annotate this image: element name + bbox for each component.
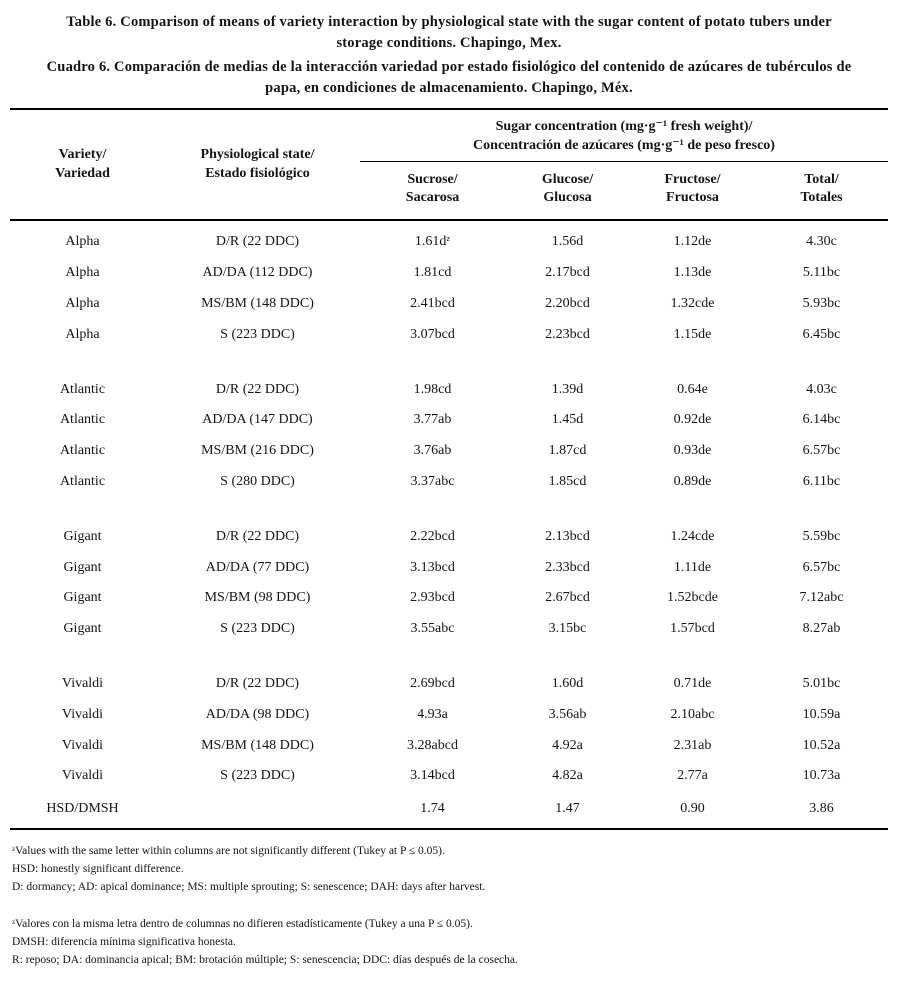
header-variety-line2: Variedad — [55, 165, 110, 181]
group-spacer-cell — [10, 351, 888, 375]
table-row — [10, 522, 888, 553]
header-glucose — [505, 161, 630, 220]
cell-sucrose: 4.93a — [417, 706, 448, 722]
cell-state: S (223 DDC) — [220, 326, 295, 342]
cell-variety: Gigant — [63, 528, 102, 544]
table-row — [10, 405, 888, 436]
header-total-line1: Total/ — [804, 171, 839, 187]
cell-total: 10.59a — [802, 706, 841, 722]
cell-state: D/R (22 DDC) — [215, 675, 300, 691]
cell-variety: Alpha — [65, 295, 100, 311]
header-glucose-line2: Glucosa — [543, 190, 592, 206]
footnote-en-hsd: HSD: honestly significant difference. — [12, 862, 184, 875]
table-row — [10, 467, 888, 498]
cell-variety: Vivaldi — [61, 675, 104, 691]
cell-total: 4.03c — [806, 381, 837, 397]
cell-fructose: 1.15de — [673, 326, 712, 342]
cell-total: 10.73a — [802, 768, 841, 784]
cell-fructose: 1.12de — [673, 234, 712, 250]
cell-fructose: 1.13de — [673, 265, 712, 281]
cell-state: MS/BM (148 DDC) — [201, 295, 314, 311]
cell-state: S (223 DDC) — [220, 768, 295, 784]
cell-variety: Gigant — [63, 590, 102, 606]
footnotes-es — [10, 916, 888, 969]
cell-variety: Atlantic — [59, 443, 106, 459]
cell-glucose: 2.67bcd — [545, 590, 590, 606]
cell-sucrose: 3.13bcd — [410, 559, 455, 575]
cell-state: MS/BM (216 DDC) — [201, 443, 314, 459]
hsd-row — [10, 792, 888, 829]
cell-fructose: 0.92de — [673, 412, 712, 428]
cell-fructose: 1.32cde — [670, 295, 715, 311]
cell-sucrose: 1.81cd — [413, 265, 452, 281]
cell-glucose: 1.56d — [551, 234, 584, 250]
table-row — [10, 583, 888, 614]
cell-glucose: 2.33bcd — [545, 559, 590, 575]
cell-fructose: 1.24cde — [670, 528, 715, 544]
cell-total: 6.14bc — [802, 412, 841, 428]
table-row — [10, 614, 888, 645]
header-variety-line1: Variety/ — [58, 146, 107, 162]
cell-total: 8.27ab — [802, 621, 841, 637]
footnotes-en — [10, 843, 888, 896]
table-row — [10, 553, 888, 584]
cell-glucose: 1.60d — [551, 675, 584, 691]
cell-sucrose: 2.41bcd — [410, 295, 455, 311]
cell-state: D/R (22 DDC) — [215, 234, 300, 250]
cell-sucrose: 3.76ab — [413, 443, 452, 459]
cell-glucose: 2.13bcd — [545, 528, 590, 544]
cell-variety: Gigant — [63, 559, 102, 575]
header-glucose-line1: Glucose/ — [541, 171, 594, 187]
cell-fructose: 2.10abc — [670, 706, 715, 722]
cell-variety: Alpha — [65, 234, 100, 250]
cell-glucose: 1.45d — [551, 412, 584, 428]
table-titles — [10, 12, 888, 100]
header-sugar-group-line1: Sugar concentration (mg·g⁻¹ fresh weight)/ — [495, 118, 753, 134]
cell-variety: Vivaldi — [61, 737, 104, 753]
group-spacer-row — [10, 351, 888, 375]
group-spacer-row — [10, 498, 888, 522]
group-spacer-row — [10, 645, 888, 669]
cell-state: MS/BM (98 DDC) — [204, 590, 311, 606]
header-sucrose — [360, 161, 505, 220]
cell-state: AD/DA (77 DDC) — [205, 559, 310, 575]
table-title-en: Table 6. Comparison of means of variety interaction by physiological state with the sugar content of potato tubers under storage conditions. Chapingo, Mex. — [66, 14, 832, 52]
cell-state: AD/DA (147 DDC) — [202, 412, 313, 428]
group-spacer-cell — [10, 645, 888, 669]
table-row — [10, 436, 888, 467]
cell-glucose: 1.47 — [555, 801, 580, 817]
table-row — [10, 731, 888, 762]
cell-glucose: 4.92a — [552, 737, 583, 753]
cell-sucrose: 1.98cd — [413, 381, 452, 397]
cell-glucose: 1.87cd — [548, 443, 587, 459]
table-body — [10, 220, 888, 829]
footnote-en-abbreviations: D: dormancy; AD: apical dominance; MS: multiple sprouting; S: senescence; DAH: days after harvest. — [12, 880, 486, 893]
cell-state: MS/BM (148 DDC) — [201, 737, 314, 753]
cell-variety: Atlantic — [59, 412, 106, 428]
cell-glucose: 4.82a — [552, 768, 583, 784]
cell-fructose: 0.90 — [680, 801, 705, 817]
table-title-es: Cuadro 6. Comparación de medias de la interacción variedad por estado fisiológico del contenido de azúcares de tubérculos de papa, en condiciones de almacenamiento. Chapingo, Méx. — [46, 58, 852, 97]
cell-variety: Alpha — [65, 326, 100, 342]
cell-variety: Alpha — [65, 265, 100, 281]
header-fructose-line1: Fructose/ — [664, 171, 721, 187]
cell-sucrose: 2.69bcd — [410, 675, 455, 691]
cell-fructose: 2.77a — [677, 768, 708, 784]
table-row — [10, 375, 888, 406]
cell-fructose: 0.93de — [673, 443, 712, 459]
hsd-label: HSD/DMSH — [46, 801, 119, 817]
cell-state: S (223 DDC) — [220, 621, 295, 637]
header-total — [755, 161, 888, 220]
header-row-group — [10, 109, 888, 161]
cell-variety: Vivaldi — [61, 768, 104, 784]
cell-total: 6.11bc — [802, 473, 841, 489]
cell-sucrose: 3.28abcd — [407, 737, 458, 753]
cell-variety: Vivaldi — [61, 706, 104, 722]
cell-fructose: 0.89de — [673, 473, 712, 489]
cell-total: 4.30c — [806, 234, 837, 250]
header-total-line2: Totales — [800, 190, 843, 206]
cell-total: 5.93bc — [802, 295, 841, 311]
table-row — [10, 761, 888, 792]
cell-total: 5.11bc — [802, 265, 841, 281]
header-state — [155, 109, 360, 221]
cell-sucrose: 3.77ab — [413, 412, 452, 428]
cell-state — [155, 792, 360, 829]
cell-state: AD/DA (112 DDC) — [202, 265, 313, 281]
cell-state: S (280 DDC) — [220, 473, 295, 489]
cell-total: 6.57bc — [802, 443, 841, 459]
cell-total: 6.45bc — [802, 326, 841, 342]
cell-glucose: 1.85cd — [548, 473, 587, 489]
table-header — [10, 109, 888, 221]
header-sucrose-line2: Sacarosa — [405, 190, 460, 206]
cell-state: D/R (22 DDC) — [215, 528, 300, 544]
cell-variety: Gigant — [63, 621, 102, 637]
header-sucrose-line1: Sucrose/ — [407, 171, 458, 187]
table-row — [10, 258, 888, 289]
table-row — [10, 669, 888, 700]
cell-glucose: 3.56ab — [548, 706, 587, 722]
cell-fructose: 2.31ab — [673, 737, 712, 753]
cell-sucrose: 3.55abc — [410, 621, 455, 637]
cell-fructose: 1.11de — [673, 559, 712, 575]
cell-total: 7.12abc — [799, 590, 844, 606]
cell-variety: Atlantic — [59, 473, 106, 489]
cell-total: 10.52a — [802, 737, 841, 753]
cell-sucrose: 3.14bcd — [410, 768, 455, 784]
data-table — [10, 108, 888, 830]
cell-fructose: 0.64e — [677, 381, 708, 397]
cell-total: 6.57bc — [802, 559, 841, 575]
cell-total: 5.59bc — [802, 528, 841, 544]
cell-total: 3.86 — [809, 801, 834, 817]
cell-sucrose: 2.22bcd — [410, 528, 455, 544]
table-row — [10, 220, 888, 258]
header-state-line1: Physiological state/ — [200, 146, 315, 162]
cell-glucose: 2.23bcd — [545, 326, 590, 342]
cell-sucrose: 1.61dᶻ — [414, 234, 451, 250]
cell-variety: Atlantic — [59, 381, 106, 397]
header-fructose — [630, 161, 755, 220]
header-sugar-group — [360, 109, 888, 161]
footnote-en-significance: ᶻValues with the same letter within columns are not significantly different (Tukey at P ≤ 0.05). — [12, 844, 445, 857]
cell-sucrose: 1.74 — [420, 801, 445, 817]
table-row — [10, 700, 888, 731]
footnote-es-significance: ᶻValores con la misma letra dentro de columnas no difieren estadísticamente (Tukey a una P ≤ 0.05). — [12, 918, 473, 931]
cell-state: D/R (22 DDC) — [215, 381, 300, 397]
cell-sucrose: 3.07bcd — [410, 326, 455, 342]
cell-sucrose: 3.37abc — [410, 473, 455, 489]
cell-sucrose: 2.93bcd — [410, 590, 455, 606]
header-variety — [10, 109, 155, 221]
cell-fructose: 0.71de — [673, 675, 712, 691]
table-row — [10, 320, 888, 351]
header-fructose-line2: Fructosa — [666, 190, 719, 206]
cell-glucose: 1.39d — [551, 381, 584, 397]
cell-glucose: 2.20bcd — [545, 295, 590, 311]
footnote-es-dmsh: DMSH: diferencia mínima significativa honesta. — [12, 936, 236, 949]
cell-fructose: 1.57bcd — [670, 621, 715, 637]
cell-fructose: 1.52bcde — [667, 590, 718, 606]
header-state-line2: Estado fisiológico — [205, 165, 310, 181]
cell-state: AD/DA (98 DDC) — [205, 706, 310, 722]
group-spacer-cell — [10, 498, 888, 522]
cell-glucose: 3.15bc — [548, 621, 587, 637]
cell-glucose: 2.17bcd — [545, 265, 590, 281]
footnote-es-abbreviations: R: reposo; DA: dominancia apical; BM: brotación múltiple; S: senescencia; DDC: días después de la cosecha. — [12, 953, 518, 966]
header-sugar-group-line2: Concentración de azúcares (mg·g⁻¹ de peso fresco) — [473, 137, 775, 153]
table-row — [10, 289, 888, 320]
cell-total: 5.01bc — [802, 675, 841, 691]
